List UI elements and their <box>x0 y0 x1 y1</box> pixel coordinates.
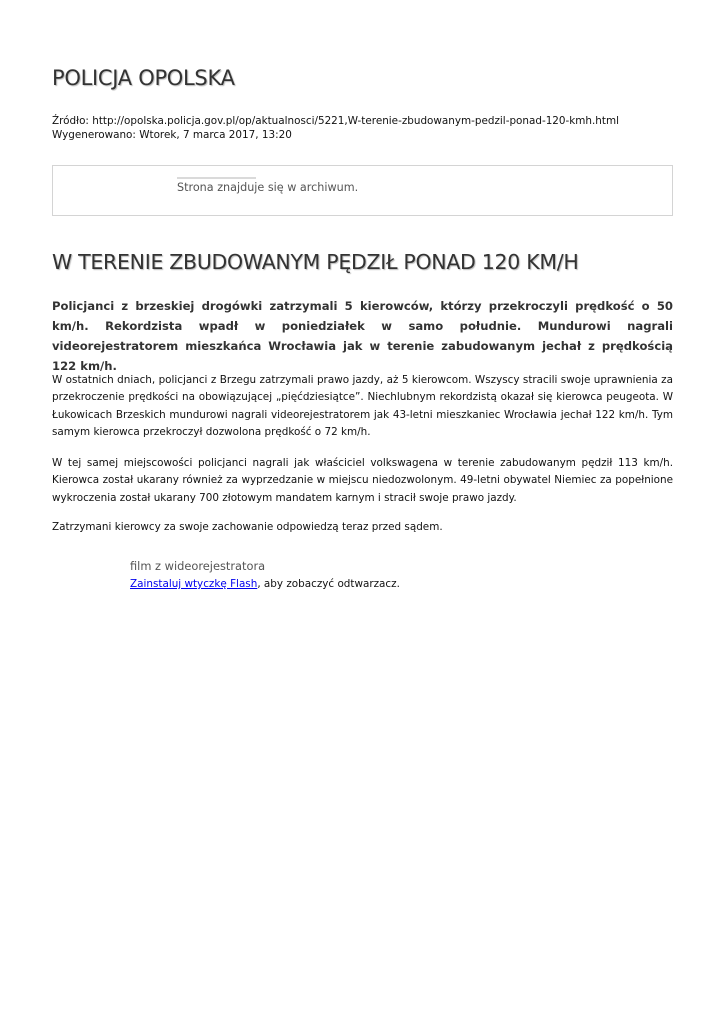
archive-notice-text: Strona znajduje się w archiwum. <box>177 181 359 194</box>
article-lead: Policjanci z brzeskiej drogówki zatrzymali 5 kierowców, którzy przekroczyli prędkość o 50 km/h. Rekordzista wpadł w poniedziałek w samo południe. Mundurowi nagrali videorejestratorem mieszkańca Wrocławia jak w terenie zabudowanym jechał z prędkością 122 km/h. <box>52 299 673 373</box>
archive-divider <box>177 177 256 179</box>
archive-notice-box <box>52 165 673 216</box>
article-paragraph: W tej samej miejscowości policjanci nagrali jak właściciel volkswagena w terenie zabudowanym pędził 113 km/h. Kierowca został ukarany również za wyprzedzanie w miejscu niedozwolonym. 49-letni obywatel Niemiec za popełnione wykroczenia został ukarany 700 złotowym mandatem karnym i stracił swoje prawo jazdy. <box>52 457 673 504</box>
source-url: Źródło: http://opolska.policja.gov.pl/op/aktualnosci/5221,W-terenie-zbudowanym-pedzil-ponad-120-kmh.html <box>52 115 619 127</box>
generated-date: Wygenerowano: Wtorek, 7 marca 2017, 13:20 <box>52 129 292 141</box>
flash-notice-suffix: , aby zobaczyć odtwarzacz. <box>257 578 400 590</box>
article-paragraph: W ostatnich dniach, policjanci z Brzegu zatrzymali prawo jazdy, aż 5 kierowcom. Wszyscy stracili swoje uprawnienia za przekroczenie prędkości na obowiązującej „pięćdziesiątce”. Niechlubnym rekordzistą okazał się kierowca peugeota. W Łukowicach Brzeskich mundurowi nagrali videorejestratorem jak 43-letni mieszkaniec Wrocławia jechał 122 km/h. Tym samym kierowca przekroczył dozwolona prędkość o 72 km/h. <box>52 374 673 438</box>
flash-notice <box>130 578 400 590</box>
article-paragraph: Zatrzymani kierowcy za swoje zachowanie odpowiedzą teraz przed sądem. <box>52 521 443 533</box>
video-caption: film z wideorejestratora <box>130 559 266 573</box>
article-title: W TERENIE ZBUDOWANYM PĘDZIŁ PONAD 120 KM/H <box>52 250 579 274</box>
document-meta <box>52 114 619 142</box>
site-title: POLICJA OPOLSKA <box>52 66 235 90</box>
install-flash-link[interactable]: Zainstaluj wtyczkę Flash <box>130 578 258 590</box>
